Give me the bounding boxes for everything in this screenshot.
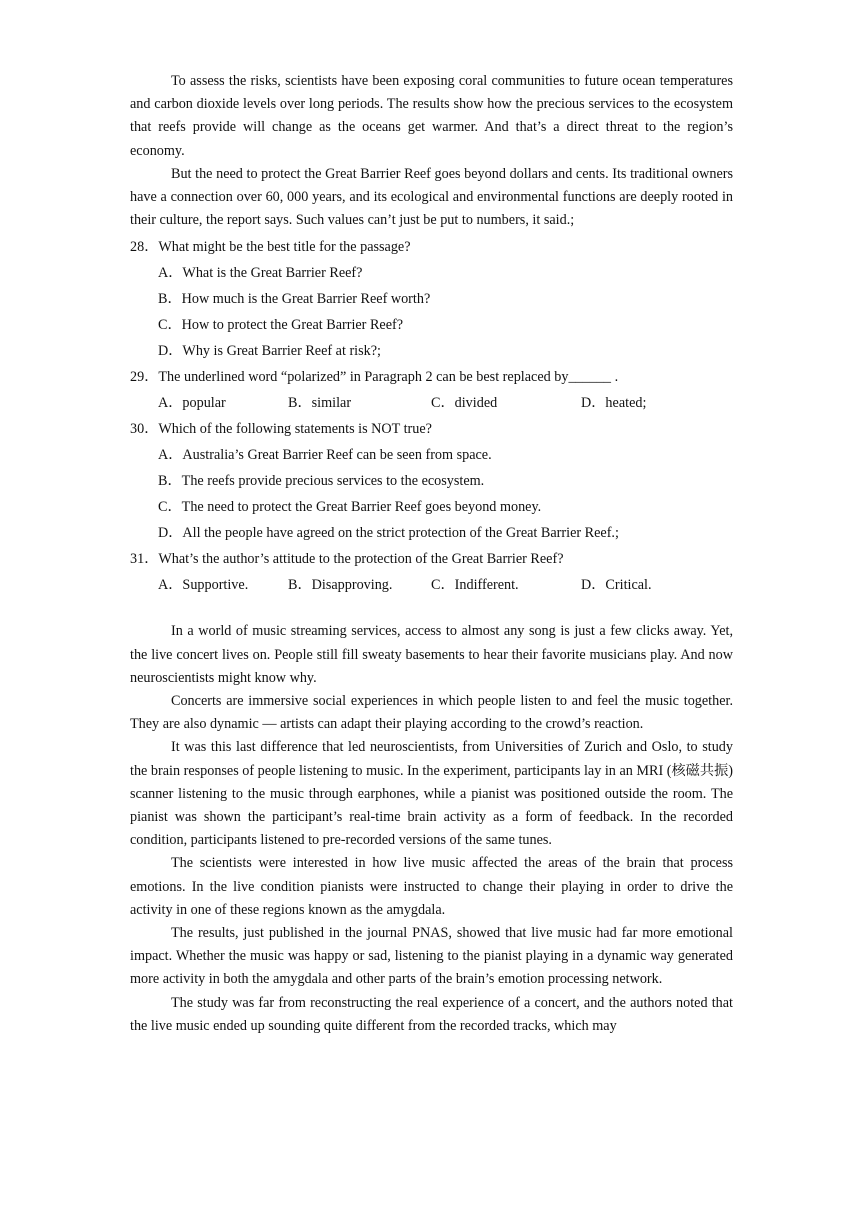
answer-option: C．The need to protect the Great Barrier Reef goes beyond money. xyxy=(158,499,542,516)
answer-option: B．The reefs provide precious services to the ecosystem. xyxy=(158,473,485,490)
question-30 xyxy=(130,416,733,546)
question-stem: 30．Which of the following statements is NOT true? xyxy=(130,421,432,438)
answer-option: C．divided xyxy=(431,395,498,412)
question-28 xyxy=(130,234,733,364)
passage-live-music xyxy=(130,620,733,1038)
answer-option: A．Australia’s Great Barrier Reef can be seen from space. xyxy=(158,447,492,464)
answer-option: B．similar xyxy=(288,395,352,412)
question-31 xyxy=(130,546,733,598)
answer-option: B．How much is the Great Barrier Reef worth? xyxy=(158,291,431,308)
answer-option: C．Indifferent. xyxy=(431,577,519,594)
answer-option: D．All the people have agreed on the strict protection of the Great Barrier Reef.; xyxy=(158,525,619,542)
question-stem: 29．The underlined word “polarized” in Paragraph 2 can be best replaced by______ . xyxy=(130,369,619,386)
passage-paragraph: It was this last difference that led neuroscientists, from Universities of Zurich and Oslo, to study the brain responses of people listening to music. In the experiment, participants lay in an MRI (核磁共振) scanner listening to the music through earphones, while a pianist was positioned outside the room. The pianist was shown the participant’s real-time brain activity as a form of feedback. In the recorded condition, participants listened to pre-recorded versions of the same tunes. xyxy=(130,739,733,849)
passage-paragraph: But the need to protect the Great Barrier Reef goes beyond dollars and cents. Its traditional owners have a connection over 60, 000 years, and its ecological and environmental functions are deeply rooted in their culture, the report says. Such values can’t just be put to numbers, it said.; xyxy=(130,165,733,229)
question-stem: 28．What might be the best title for the passage? xyxy=(130,239,411,256)
question-29 xyxy=(130,364,733,416)
section-gap xyxy=(130,598,733,620)
answer-option: A．Supportive. xyxy=(158,577,249,594)
answer-option: A．popular xyxy=(158,395,226,412)
answer-option: C．How to protect the Great Barrier Reef? xyxy=(158,317,404,334)
passage-paragraph: In a world of music streaming services, access to almost any song is just a few clicks away. Yet, the live concert lives on. People still fill sweaty basements to hear their favorite musicians play. And now neuroscientists might know why. xyxy=(130,623,733,686)
passage-paragraph: The results, just published in the journal PNAS, showed that live music had far more emotional impact. Whether the music was happy or sad, listening to the pianist playing in a dynamic way generated more activity in both the amygdala and other parts of the brain’s emotion processing network. xyxy=(130,925,733,988)
passage-paragraph: Concerts are immersive social experiences in which people listen to and feel the music together. They are also dynamic — artists can adapt their playing according to the crowd’s reaction. xyxy=(130,693,733,733)
answer-option: A．What is the Great Barrier Reef? xyxy=(158,265,363,282)
passage-paragraph: The scientists were interested in how live music affected the areas of the brain that process emotions. In the live condition pianists were instructed to change their playing in order to drive the activity in one of these regions known as the amygdala. xyxy=(130,855,733,918)
answer-options-row xyxy=(158,572,733,598)
answer-option: B．Disapproving. xyxy=(288,577,393,594)
question-stem: 31．What’s the author’s attitude to the protection of the Great Barrier Reef? xyxy=(130,551,564,568)
passage-paragraph: To assess the risks, scientists have been exposing coral communities to future ocean temperatures and carbon dioxide levels over long periods. The results show how the precious services to the ecosystem that reefs provide will change as the oceans get warmer. And that’s a direct threat to the region’s economy. xyxy=(130,73,733,159)
passage-reef-continued xyxy=(130,70,733,232)
answer-option: D．Why is Great Barrier Reef at risk?; xyxy=(158,343,381,360)
passage-paragraph: The study was far from reconstructing the real experience of a concert, and the authors noted that the live music ended up sounding quite different from the recorded tracks, which may xyxy=(130,994,733,1034)
answer-option: D．heated; xyxy=(581,395,647,412)
exam-page xyxy=(130,0,733,1038)
answer-options-row xyxy=(158,390,733,416)
answer-option: D．Critical. xyxy=(581,577,652,594)
